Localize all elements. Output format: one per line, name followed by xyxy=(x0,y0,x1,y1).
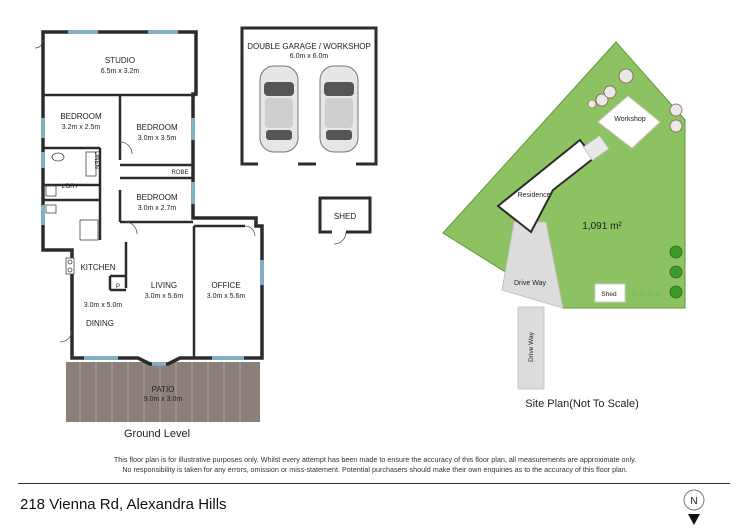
compass-north-label: N xyxy=(690,496,698,507)
driveway-label: Drive Way xyxy=(513,280,547,287)
residence-label: Residence xyxy=(517,192,551,199)
room-size-patio: 9.0m x 3.0m xyxy=(143,396,183,403)
site-shed-label: Shed xyxy=(601,291,617,298)
lot-area: 1,091 m² xyxy=(582,221,622,232)
garage-name: DOUBLE GARAGE / WORKSHOP xyxy=(247,42,371,51)
room-size-bedroom-2: 3.0m x 3.5m xyxy=(137,135,177,142)
room-name-studio: STUDIO xyxy=(104,56,136,65)
room-size-office: 3.0m x 5.6m xyxy=(206,293,246,300)
room-name-bedroom-1: BEDROOM xyxy=(60,112,102,121)
room-size-bedroom-1: 3.2m x 2.5m xyxy=(61,124,101,131)
house-floor-plan xyxy=(35,32,262,440)
room-size-living: 3.0m x 5.6m xyxy=(144,293,184,300)
shed-label: SHED xyxy=(333,212,357,221)
label-robe: ROBE xyxy=(171,170,189,176)
disclaimer-line-2: No responsibility is taken for any errors, omission or miss-statement. Potential purchasers should make their own enquiries as to the accuracy of this floor plan. xyxy=(122,465,628,474)
site-plan-title: Site Plan(Not To Scale) xyxy=(525,398,639,410)
workshop-label: Workshop xyxy=(614,116,646,123)
car-icon xyxy=(320,66,358,152)
room-name-bedroom-3: BEDROOM xyxy=(136,193,178,202)
room-name-office: OFFICE xyxy=(211,281,241,290)
shed-plan xyxy=(320,198,370,244)
room-name-kitchen: KITCHEN xyxy=(80,263,116,272)
room-size-studio: 6.5m x 3.2m xyxy=(100,68,140,75)
footer-divider xyxy=(18,483,730,484)
room-name-dining: DINING xyxy=(86,319,114,328)
floor-plan-title: Ground Level xyxy=(123,428,191,440)
room-size-dining: 3.0m x 5.0m xyxy=(83,302,123,309)
room-name-bedroom-2: BEDROOM xyxy=(136,123,178,132)
driveway-street-label: Drive Way xyxy=(528,332,535,362)
label-linen: LINEN xyxy=(93,151,99,169)
room-size-bedroom-3: 3.0m x 2.7m xyxy=(137,205,177,212)
property-address: 218 Vienna Rd, Alexandra Hills xyxy=(20,496,227,513)
garage-size: 6.0m x 6.0m xyxy=(289,53,329,60)
garage-plan xyxy=(242,28,376,164)
north-arrow-icon xyxy=(679,487,709,527)
room-name-patio: PATIO xyxy=(151,385,175,394)
label-pantry: P xyxy=(115,284,121,290)
room-name-living: LIVING xyxy=(150,281,178,290)
room-name-laundry: L'DRY xyxy=(61,184,79,190)
disclaimer xyxy=(40,455,710,475)
car-icon xyxy=(260,66,298,152)
site-plan xyxy=(443,42,685,410)
disclaimer-line-1: This floor plan is for illustrative purposes only. Whilst every attempt has been made to ensure the accuracy of this floor plan, all measurements are approximate only. xyxy=(113,455,637,464)
kitchen-fixtures xyxy=(66,258,74,274)
